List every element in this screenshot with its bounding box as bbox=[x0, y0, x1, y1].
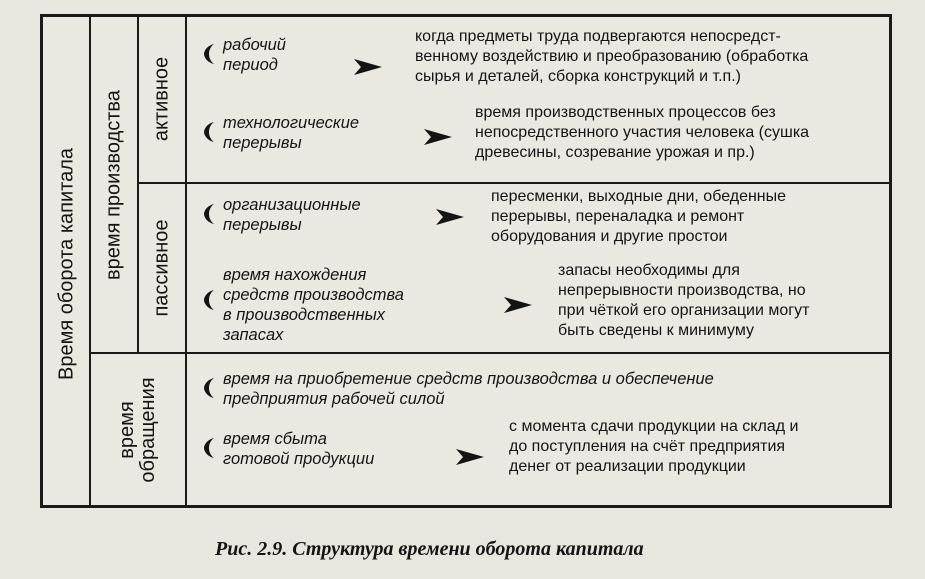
description-line: быть сведены к минимуму bbox=[558, 322, 754, 339]
description-line: сырья и деталей, сборка конструкций и т.п.) bbox=[415, 68, 741, 85]
active-column bbox=[139, 17, 187, 182]
crescent-bullet-icon bbox=[203, 289, 217, 311]
term-line: готовой продукции bbox=[223, 450, 375, 468]
production-column bbox=[91, 17, 139, 352]
crescent-bullet-icon bbox=[203, 203, 217, 225]
term-line: запасах bbox=[223, 326, 284, 344]
crescent-bullet-icon bbox=[203, 437, 217, 459]
description-line: когда предметы труда подвергаются непосредст- bbox=[415, 28, 781, 45]
row-term bbox=[223, 429, 374, 469]
divider-active-passive bbox=[187, 182, 889, 184]
term-line: время нахождения bbox=[223, 266, 367, 284]
crescent-bullet-icon bbox=[203, 377, 217, 399]
description-line: запасы необходимы для bbox=[558, 262, 740, 279]
row-term bbox=[223, 113, 359, 153]
active-label: активное bbox=[150, 56, 173, 142]
row-description bbox=[509, 417, 798, 477]
term-line: время сбыта bbox=[223, 430, 327, 448]
description-line: непрерывности производства, но bbox=[558, 282, 806, 299]
term-line: в производственных bbox=[223, 306, 385, 324]
term-line: время на приобретение средств производства и обеспечение bbox=[223, 370, 714, 388]
description-line: время производственных процессов без bbox=[475, 104, 776, 121]
crescent-bullet-icon bbox=[203, 43, 217, 65]
row-term bbox=[223, 265, 404, 345]
description-line: непосредственного участия человека (сушка bbox=[475, 124, 810, 141]
row-term bbox=[223, 195, 361, 235]
arrow-right-icon bbox=[455, 447, 485, 467]
description-line: с момента сдачи продукции на склад и bbox=[509, 418, 799, 435]
row-description bbox=[558, 261, 809, 341]
term-line: рабочий bbox=[223, 36, 286, 54]
row-description bbox=[415, 27, 808, 87]
arrow-right-icon bbox=[435, 207, 465, 227]
divider-production-circulation bbox=[91, 352, 889, 354]
term-line: перерывы bbox=[223, 134, 302, 152]
diagram-frame bbox=[40, 14, 892, 508]
row-description bbox=[491, 187, 786, 247]
term-line: перерывы bbox=[223, 216, 302, 234]
figure-caption: Рис. 2.9. Структура времени оборота капитала bbox=[215, 538, 644, 560]
description-line: до поступления на счёт предприятия bbox=[509, 438, 786, 455]
term-line: предприятия рабочей силой bbox=[223, 390, 445, 408]
term-line: период bbox=[223, 56, 278, 74]
row-term bbox=[223, 35, 286, 75]
passive-column bbox=[139, 182, 187, 352]
crescent-bullet-icon bbox=[203, 121, 217, 143]
description-line: при чёткой его организации могут bbox=[558, 302, 810, 319]
production-label: время производства bbox=[102, 90, 125, 280]
row-description bbox=[475, 103, 809, 163]
main-label: Время оборота капитала bbox=[55, 147, 78, 381]
circulation-label bbox=[117, 377, 159, 482]
term-line: средств производства bbox=[223, 286, 404, 304]
circulation-label-line1: время bbox=[116, 401, 138, 459]
description-line: венному воздействию и преобразованию (обработка bbox=[415, 48, 809, 65]
main-column bbox=[43, 17, 91, 505]
description-line: оборудования и другие простои bbox=[491, 228, 728, 245]
term-line: организационные bbox=[223, 196, 361, 214]
passive-label: пассивное bbox=[150, 219, 173, 317]
arrow-right-icon bbox=[423, 127, 453, 147]
circulation-label-line2: обращения bbox=[137, 377, 159, 483]
description-line: перерывы, переналадка и ремонт bbox=[491, 208, 745, 225]
term-line: технологические bbox=[223, 114, 360, 132]
description-line: денег от реализации продукции bbox=[509, 458, 746, 475]
arrow-right-icon bbox=[503, 295, 533, 315]
description-line: древесины, созревание урожая и пр.) bbox=[475, 144, 755, 161]
row-term bbox=[223, 369, 714, 409]
circulation-column bbox=[91, 352, 187, 505]
arrow-right-icon bbox=[353, 57, 383, 77]
description-line: пересменки, выходные дни, обеденные bbox=[491, 188, 787, 205]
